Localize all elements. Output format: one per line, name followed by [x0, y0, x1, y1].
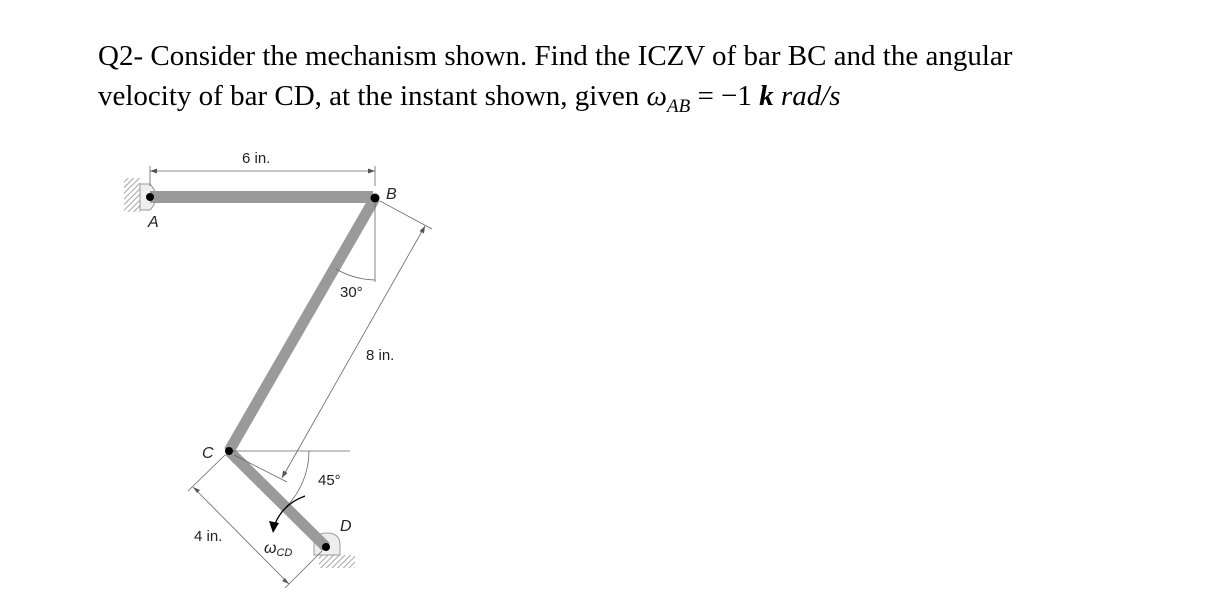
angle-label-b: 30°	[340, 284, 363, 301]
pin-a	[146, 193, 154, 201]
omega-ab-value: −1	[721, 80, 760, 112]
dim-label-cd: 4 in.	[194, 528, 223, 545]
bar-bc	[229, 198, 375, 451]
pin-b	[371, 194, 380, 203]
angle-label-c: 45°	[318, 472, 341, 489]
dim-arrow-cd-top	[193, 487, 200, 493]
dim-arrow-bc-bottom	[282, 471, 288, 479]
dim-arrow-ab-left	[150, 169, 157, 174]
dim-arrow-bc-top	[420, 226, 426, 234]
equals-sign: =	[690, 80, 722, 112]
pin-c	[225, 447, 233, 455]
dim-arrow-cd-bottom	[282, 578, 289, 584]
dim-label-ab: 6 in.	[242, 150, 271, 167]
pin-d	[322, 543, 330, 551]
label-point-c: C	[202, 445, 214, 462]
omega-cd-symbol: ω	[264, 540, 277, 557]
dim-label-bc: 8 in.	[366, 347, 395, 364]
angle-arc-b	[336, 269, 375, 280]
question-line-1: Q2- Consider the mechanism shown. Find the ICZV of bar BC and the angular	[98, 40, 1013, 72]
dim-arrow-ab-right	[368, 169, 375, 174]
dim-line-bc	[282, 226, 425, 478]
omega-cd-label	[264, 540, 292, 559]
label-point-b: B	[386, 186, 397, 203]
bar-cd	[229, 451, 326, 547]
omega-ab-unit: rad/s	[773, 80, 841, 112]
label-point-d: D	[340, 518, 352, 535]
question-line-2-text: velocity of bar CD, at the instant shown, given	[98, 80, 647, 112]
omega-ab-subscript: AB	[666, 96, 691, 117]
unit-vector-k: k	[759, 80, 774, 112]
omega-cd-arrowhead	[269, 521, 279, 533]
ground-d-hatch	[319, 555, 355, 568]
label-point-a: A	[148, 214, 159, 231]
omega-cd-subscript: CD	[276, 547, 293, 559]
ground-a-hatch	[124, 178, 140, 212]
omega-ab-symbol: ω	[646, 80, 667, 112]
dim-ext-b2	[380, 201, 432, 229]
